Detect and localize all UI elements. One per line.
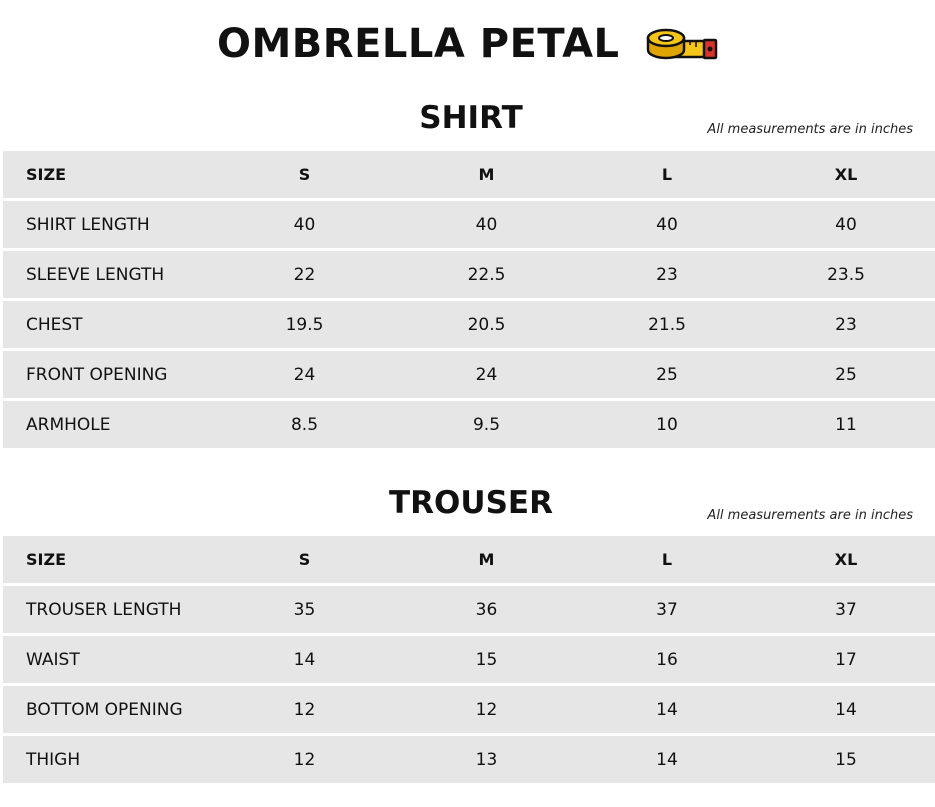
cell-xl: 37 bbox=[757, 586, 935, 633]
cell-s: 12 bbox=[213, 686, 396, 733]
cell-xl: 15 bbox=[757, 736, 935, 783]
cell-xl: 40 bbox=[757, 201, 935, 248]
row-label: SLEEVE LENGTH bbox=[3, 251, 213, 298]
cell-m: 24 bbox=[396, 351, 577, 398]
row-label: SHIRT LENGTH bbox=[3, 201, 213, 248]
shirt-heading-text: SHIRT bbox=[419, 100, 523, 136]
column-header-size: SIZE bbox=[3, 536, 213, 583]
cell-s: 24 bbox=[213, 351, 396, 398]
cell-xl: 17 bbox=[757, 636, 935, 683]
cell-l: 16 bbox=[577, 636, 757, 683]
page-title bbox=[0, 14, 935, 70]
cell-xl: 14 bbox=[757, 686, 935, 733]
cell-xl: 23 bbox=[757, 301, 935, 348]
table-row bbox=[3, 636, 935, 683]
column-header-l: L bbox=[577, 151, 757, 198]
cell-xl: 23.5 bbox=[757, 251, 935, 298]
table-row bbox=[3, 201, 935, 248]
cell-l: 14 bbox=[577, 736, 757, 783]
cell-m: 20.5 bbox=[396, 301, 577, 348]
cell-m: 9.5 bbox=[396, 401, 577, 448]
column-header-l: L bbox=[577, 536, 757, 583]
cell-xl: 11 bbox=[757, 401, 935, 448]
cell-m: 12 bbox=[396, 686, 577, 733]
row-label: BOTTOM OPENING bbox=[3, 686, 213, 733]
cell-m: 13 bbox=[396, 736, 577, 783]
cell-s: 22 bbox=[213, 251, 396, 298]
table-row bbox=[3, 351, 935, 398]
trouser-measurement-note: All measurements are in inches bbox=[707, 508, 913, 523]
cell-s: 12 bbox=[213, 736, 396, 783]
row-label: FRONT OPENING bbox=[3, 351, 213, 398]
table-row bbox=[3, 586, 935, 633]
column-header-size: SIZE bbox=[3, 151, 213, 198]
cell-m: 15 bbox=[396, 636, 577, 683]
table-row bbox=[3, 301, 935, 348]
cell-l: 23 bbox=[577, 251, 757, 298]
row-label: TROUSER LENGTH bbox=[3, 586, 213, 633]
cell-s: 19.5 bbox=[213, 301, 396, 348]
cell-l: 14 bbox=[577, 686, 757, 733]
measuring-tape-icon bbox=[644, 26, 718, 62]
shirt-size-table bbox=[3, 148, 935, 451]
cell-m: 36 bbox=[396, 586, 577, 633]
cell-l: 40 bbox=[577, 201, 757, 248]
cell-s: 40 bbox=[213, 201, 396, 248]
cell-m: 40 bbox=[396, 201, 577, 248]
column-header-m: M bbox=[396, 151, 577, 198]
table-row bbox=[3, 251, 935, 298]
row-label: WAIST bbox=[3, 636, 213, 683]
trouser-heading-text: TROUSER bbox=[389, 485, 553, 521]
shirt-measurement-note: All measurements are in inches bbox=[707, 122, 913, 137]
cell-m: 22.5 bbox=[396, 251, 577, 298]
cell-l: 10 bbox=[577, 401, 757, 448]
trouser-size-table bbox=[3, 533, 935, 786]
cell-xl: 25 bbox=[757, 351, 935, 398]
cell-l: 25 bbox=[577, 351, 757, 398]
table-row bbox=[3, 736, 935, 783]
cell-s: 35 bbox=[213, 586, 396, 633]
cell-l: 21.5 bbox=[577, 301, 757, 348]
cell-s: 14 bbox=[213, 636, 396, 683]
table-row bbox=[3, 401, 935, 448]
page-title-text: OMBRELLA PETAL bbox=[217, 21, 620, 67]
column-header-s: S bbox=[213, 151, 396, 198]
row-label: THIGH bbox=[3, 736, 213, 783]
table-header-row bbox=[3, 536, 935, 583]
column-header-xl: XL bbox=[757, 536, 935, 583]
column-header-m: M bbox=[396, 536, 577, 583]
column-header-xl: XL bbox=[757, 151, 935, 198]
table-header-row bbox=[3, 151, 935, 198]
row-label: ARMHOLE bbox=[3, 401, 213, 448]
cell-l: 37 bbox=[577, 586, 757, 633]
cell-s: 8.5 bbox=[213, 401, 396, 448]
column-header-s: S bbox=[213, 536, 396, 583]
row-label: CHEST bbox=[3, 301, 213, 348]
table-row bbox=[3, 686, 935, 733]
